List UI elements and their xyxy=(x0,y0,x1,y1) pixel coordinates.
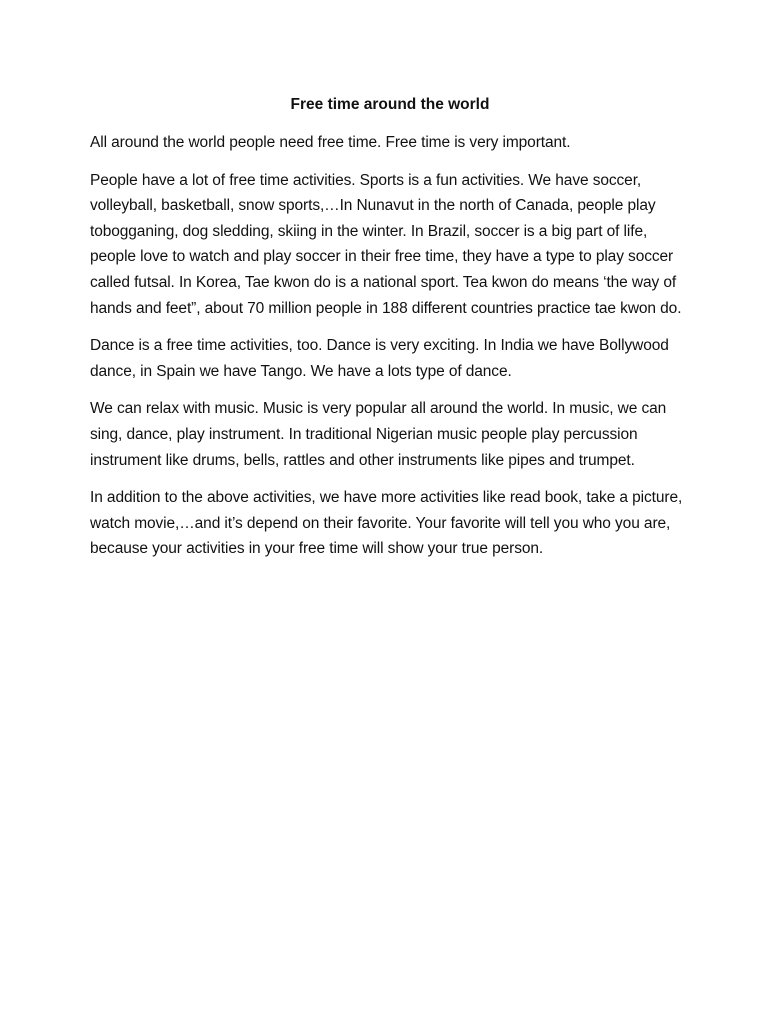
paragraph-sports: People have a lot of free time activities. Sports is a fun activities. We have soccer, volleyball, basketball, snow sports,…In Nunavut in the north of Canada, people play tobogganing, dog sledding, skiing in the winter. In Brazil, soccer is a big part of life, people love to watch and play soccer in their free time, they have a type to play soccer called futsal. In Korea, Tae kwon do is a national sport. Tea kwon do means ‘the way of hands and feet”, about 70 million people in 188 different countries practice tae kwon do. xyxy=(90,171,682,317)
paragraph-music: We can relax with music. Music is very popular all around the world. In music, we can sing, dance, play instrument. In traditional Nigerian music people play percussion instrument like drums, bells, rattles and other instruments like pipes and trumpet. xyxy=(90,400,667,469)
paragraph-conclusion: In addition to the above activities, we have more activities like read book, take a picture, watch movie,…and it’s depend on their favorite. Your favorite will tell you who you are, because your activities in your free time will show your true person. xyxy=(90,489,683,558)
document-page xyxy=(90,92,690,574)
document-title: Free time around the world xyxy=(290,96,490,113)
paragraph-dance: Dance is a free time activities, too. Dance is very exciting. In India we have Bollywood dance, in Spain we have Tango. We have a lots type of dance. xyxy=(90,337,669,380)
paragraph-intro: All around the world people need free time. Free time is very important. xyxy=(90,134,571,151)
